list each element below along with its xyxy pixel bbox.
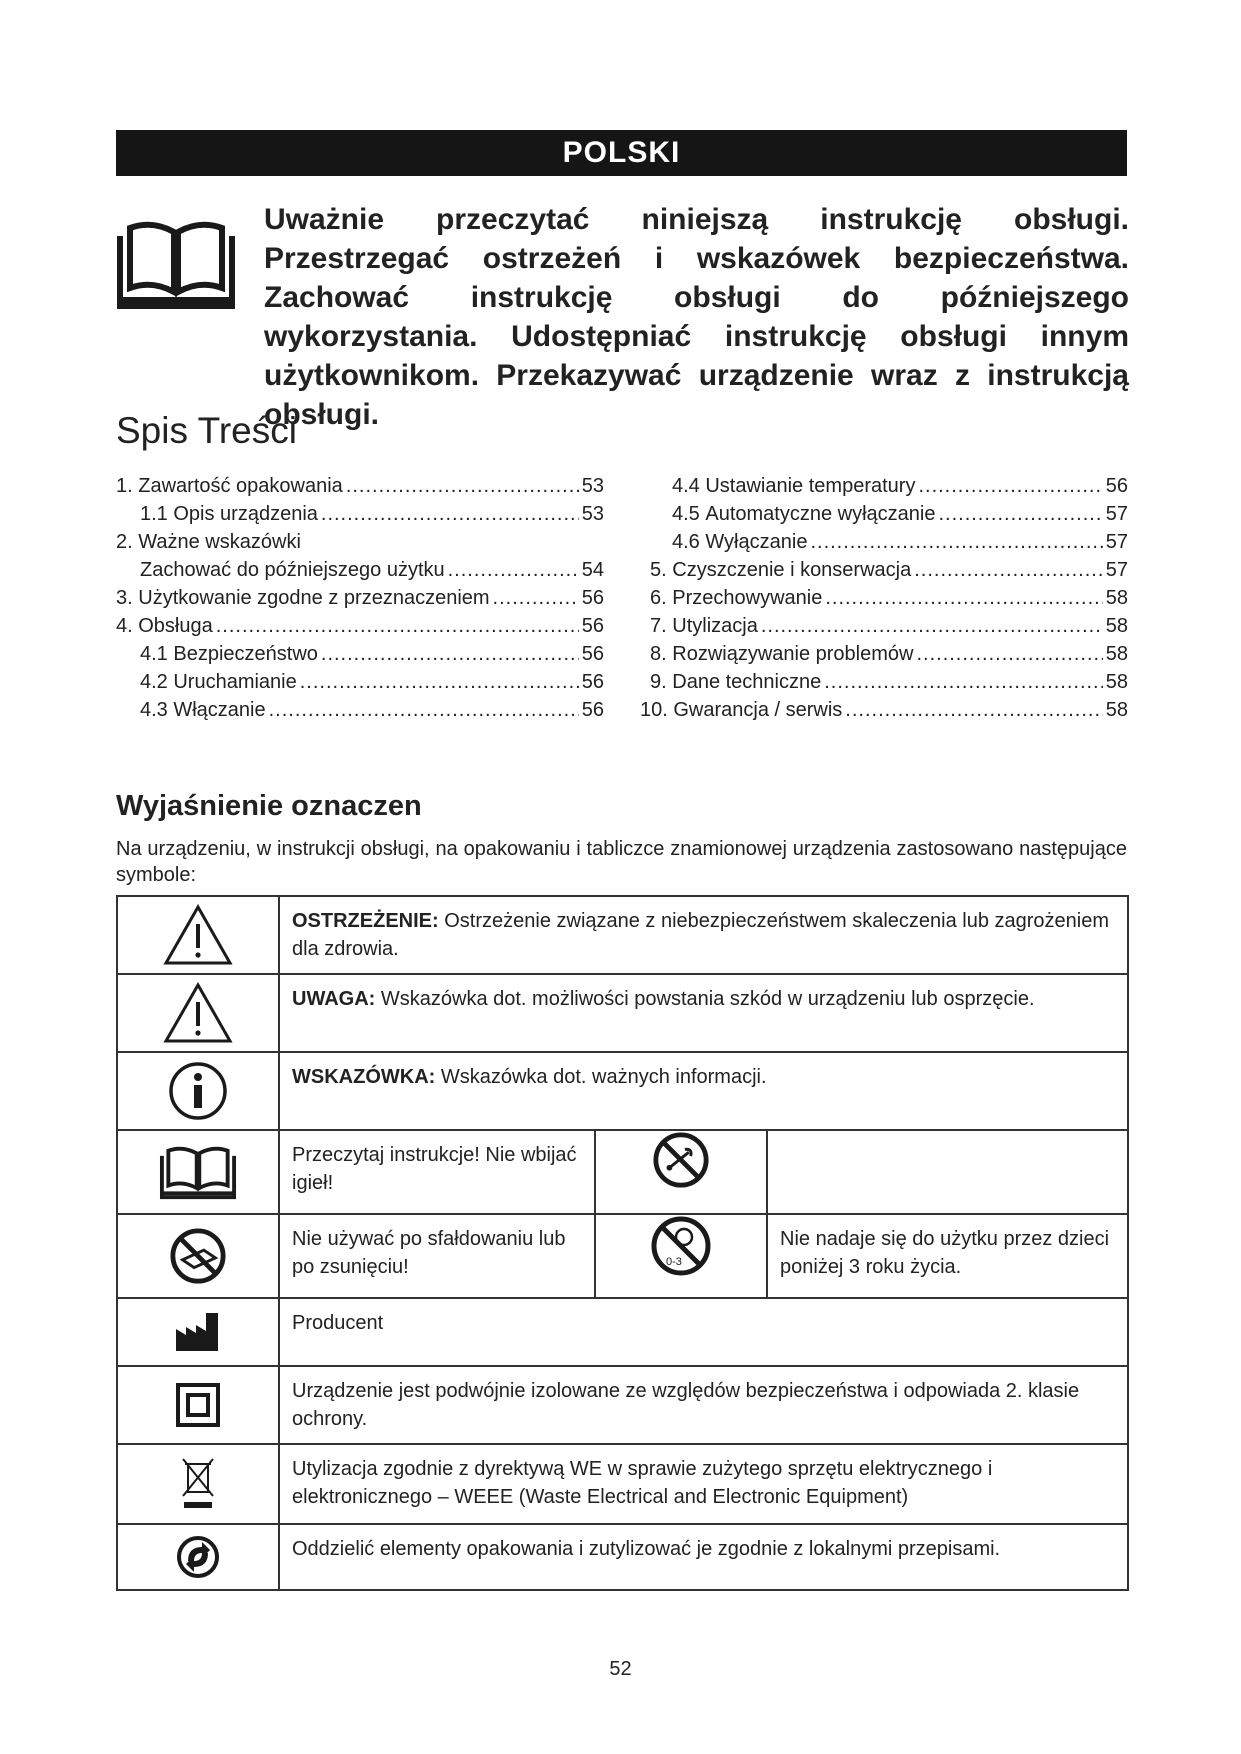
- toc-entry-label: Zachować do późniejszego użytku: [140, 559, 445, 581]
- children-symbol-cell: [595, 1214, 767, 1298]
- toc-entry-label: Obsługa: [138, 615, 213, 637]
- toc-leader-dots: [321, 503, 579, 526]
- toc-entry-label: Uruchamianie: [173, 671, 297, 693]
- empty-cell: [767, 1130, 1128, 1214]
- warning-description: [279, 896, 1128, 974]
- not-for-children-icon: [650, 1215, 712, 1277]
- read-manual-description: [279, 1130, 595, 1214]
- toc-entry-number: 6.: [650, 587, 673, 609]
- note-description: [279, 1052, 1128, 1130]
- toc-left-column: [116, 475, 604, 727]
- toc-entry: [116, 615, 604, 643]
- toc-entry-page: 58: [1105, 671, 1128, 693]
- note-label: WSKAZÓWKA:: [292, 1066, 436, 1088]
- read-manual-text: Przeczytaj instrukcje!: [292, 1144, 480, 1166]
- toc-entry-number: 8.: [650, 643, 673, 665]
- toc-entry: [116, 503, 604, 531]
- factory-icon: [174, 1311, 222, 1353]
- toc-entry: [640, 671, 1128, 699]
- note-text: Wskazówka dot. ważnych informacji.: [435, 1066, 767, 1088]
- children-description: Nie nadaje się do użytku przez dzieci poniżej 3 roku życia.: [767, 1214, 1128, 1298]
- toc-entry-label: Bezpieczeństwo: [173, 643, 318, 665]
- insulation-symbol-cell: [117, 1366, 279, 1444]
- toc-entry-number: 10.: [640, 699, 674, 721]
- toc-entry-page: 56: [1105, 475, 1128, 497]
- toc-entry-number: 4.3: [140, 699, 174, 721]
- weee-bin-icon: [180, 1456, 216, 1512]
- warning-triangle-icon: [163, 904, 233, 966]
- toc-leader-dots: [216, 615, 579, 638]
- toc-entry-page: 56: [581, 699, 604, 721]
- toc-entry-label: Rozwiązywanie problemów: [672, 643, 914, 665]
- toc-leader-dots: [845, 699, 1102, 722]
- symbols-intro: Na urządzeniu, w instrukcji obsługi, na opakowaniu i tabliczce znamionowej urządzenia zastosowano następujące symbole:: [116, 838, 1127, 886]
- toc-entry: [640, 531, 1128, 559]
- toc-entry-label: Dane techniczne: [672, 671, 822, 693]
- toc-entry-number: 9.: [650, 671, 673, 693]
- toc-entry-label: Włączanie: [173, 699, 266, 721]
- no-needles-icon: [652, 1131, 710, 1189]
- language-header: POLSKI: [116, 130, 1127, 176]
- recycle-description: Oddzielić elementy opakowania i zutylizować je zgodnie z lokalnymi przepisami.: [279, 1524, 1128, 1590]
- toc-entry-label: Opis urządzenia: [173, 503, 318, 525]
- toc-leader-dots: [761, 615, 1103, 638]
- toc-entry-page: 53: [581, 503, 604, 525]
- toc-leader-dots: [300, 671, 579, 694]
- toc-entry-number: 4.1: [140, 643, 174, 665]
- toc-title: Spis Treści: [116, 410, 297, 451]
- toc-entry-page: 53: [581, 475, 604, 497]
- toc-leader-dots: [321, 643, 579, 666]
- insulation-description: Urządzenie jest podwójnie izolowane ze względów bezpieczeństwa i odpowiada 2. klasie ochrony.: [279, 1366, 1128, 1444]
- toc-entry-number: 4.2: [140, 671, 174, 693]
- toc-entry-number: 4.5: [672, 503, 706, 525]
- caution-description: [279, 974, 1128, 1052]
- toc-entry: [116, 671, 604, 699]
- read-manual-symbol-cell: [117, 1130, 279, 1214]
- toc-entry-label: Użytkowanie zgodne z przeznaczeniem: [138, 587, 490, 609]
- caution-label: UWAGA:: [292, 988, 376, 1010]
- toc-leader-dots: [448, 559, 579, 582]
- toc-right-column: [640, 475, 1128, 727]
- no-fold-description: Nie używać po sfałdowaniu lub po zsunięciu!: [279, 1214, 595, 1298]
- caution-triangle-icon: [163, 982, 233, 1044]
- warning-text: Ostrzeżenie związane z niebezpieczeństwem skaleczenia lub zagrożeniem dla zdrowia.: [292, 910, 1110, 960]
- toc-leader-dots: [914, 559, 1103, 582]
- toc-entry-label: Utylizacja: [672, 615, 758, 637]
- book-icon: [116, 206, 236, 316]
- toc-entry-page: 58: [1105, 643, 1128, 665]
- toc-leader-dots: [346, 475, 579, 498]
- double-insulation-icon: [175, 1382, 221, 1428]
- toc-entry-number: 3.: [116, 587, 139, 609]
- toc-entry: [640, 587, 1128, 615]
- toc-entry-page: 58: [1105, 615, 1128, 637]
- toc-entry-number: 1.1: [140, 503, 174, 525]
- no-fold-symbol-cell: [117, 1214, 279, 1298]
- age-badge: 0-3: [666, 1256, 682, 1268]
- warning-symbol-cell: [117, 896, 279, 974]
- toc-entry-page: 58: [1105, 699, 1128, 721]
- toc-entry: [640, 643, 1128, 671]
- toc-entry-number: 4.4: [672, 475, 706, 497]
- green-dot-recycle-icon: [176, 1535, 220, 1579]
- toc-entry: [116, 531, 604, 559]
- toc-leader-dots: [916, 643, 1102, 666]
- toc-leader-dots: [810, 531, 1102, 554]
- toc-leader-dots: [824, 671, 1103, 694]
- book-icon: [159, 1143, 237, 1201]
- toc-leader-dots: [493, 587, 579, 610]
- toc-entry-number: 7.: [650, 615, 673, 637]
- toc-entry-label: Automatyczne wyłączanie: [705, 503, 936, 525]
- toc-entry: [640, 559, 1128, 587]
- manufacturer-description: Producent: [279, 1298, 1128, 1366]
- toc-entry-label: Przechowywanie: [672, 587, 823, 609]
- note-symbol-cell: [117, 1052, 279, 1130]
- toc-entry-number: 4.: [116, 615, 139, 637]
- toc-entry-number: 4.6: [672, 531, 706, 553]
- toc-entry-page: 56: [581, 587, 604, 609]
- toc-entry-number: 1.: [116, 475, 139, 497]
- toc-entry: [116, 699, 604, 727]
- toc-entry-page: 57: [1105, 559, 1128, 581]
- caution-text: Wskazówka dot. możliwości powstania szkód w urządzeniu lub osprzęcie.: [375, 988, 1035, 1010]
- toc-entry-label: Czyszczenie i konserwacja: [672, 559, 912, 581]
- toc-entry: [640, 475, 1128, 503]
- weee-symbol-cell: [117, 1444, 279, 1524]
- info-icon: [167, 1060, 229, 1122]
- toc-entry: [640, 699, 1128, 727]
- toc-entry-page: 57: [1105, 503, 1128, 525]
- weee-description: Utylizacja zgodnie z dyrektywą WE w sprawie zużytego sprzętu elektrycznego i elektronicznego – WEEE (Waste Electrical and Electronic Equipment): [279, 1444, 1128, 1524]
- no-needles-symbol-cell: [595, 1130, 767, 1214]
- symbols-table: [116, 895, 1129, 1591]
- toc-entry-page: 57: [1105, 531, 1128, 553]
- toc-entry-label: Ustawianie temperatury: [705, 475, 916, 497]
- caution-symbol-cell: [117, 974, 279, 1052]
- toc-entry-page: 56: [581, 671, 604, 693]
- intro-text: Uważnie przeczytać niniejszą instrukcję obsługi. Przestrzegać ostrzeżeń i wskazówek bezpieczeństwa. Zachować instrukcję obsługi do późniejszego wykorzystania. Udostępniać instrukcję obsługi innym użytkownikom. Przekazywać urządzenie wraz z instrukcją obsługi.: [264, 203, 1129, 431]
- toc-entry-label: Zawartość opakowania: [138, 475, 343, 497]
- no-fold-icon: [169, 1227, 227, 1285]
- toc-entry-label: Gwarancja / serwis: [673, 699, 843, 721]
- no-needles-text: Nie wbijać igieł!: [292, 1144, 577, 1194]
- toc-leader-dots: [269, 699, 579, 722]
- toc-entry-page: 54: [581, 559, 604, 581]
- toc-entry-number: 2.: [116, 531, 139, 553]
- toc-entry: [116, 643, 604, 671]
- toc-leader-dots: [825, 587, 1102, 610]
- toc-entry-label: Wyłączanie: [705, 531, 808, 553]
- warning-label: OSTRZEŻENIE:: [292, 910, 439, 932]
- toc-leader-dots: [938, 503, 1102, 526]
- toc-entry-page: 58: [1105, 587, 1128, 609]
- toc-entry: [116, 559, 604, 587]
- toc-entry-number: 5.: [650, 559, 673, 581]
- toc-entry: [640, 615, 1128, 643]
- symbols-title: Wyjaśnienie oznaczen: [116, 790, 422, 822]
- toc-entry-page: 56: [581, 643, 604, 665]
- toc-entry: [116, 475, 604, 503]
- page-number: 52: [609, 1658, 632, 1680]
- toc-entry: [116, 587, 604, 615]
- toc-entry-label: Ważne wskazówki: [138, 531, 301, 553]
- toc-entry: [640, 503, 1128, 531]
- manufacturer-symbol-cell: [117, 1298, 279, 1366]
- toc-entry-page: 56: [581, 615, 604, 637]
- recycle-symbol-cell: [117, 1524, 279, 1590]
- toc-leader-dots: [918, 475, 1102, 498]
